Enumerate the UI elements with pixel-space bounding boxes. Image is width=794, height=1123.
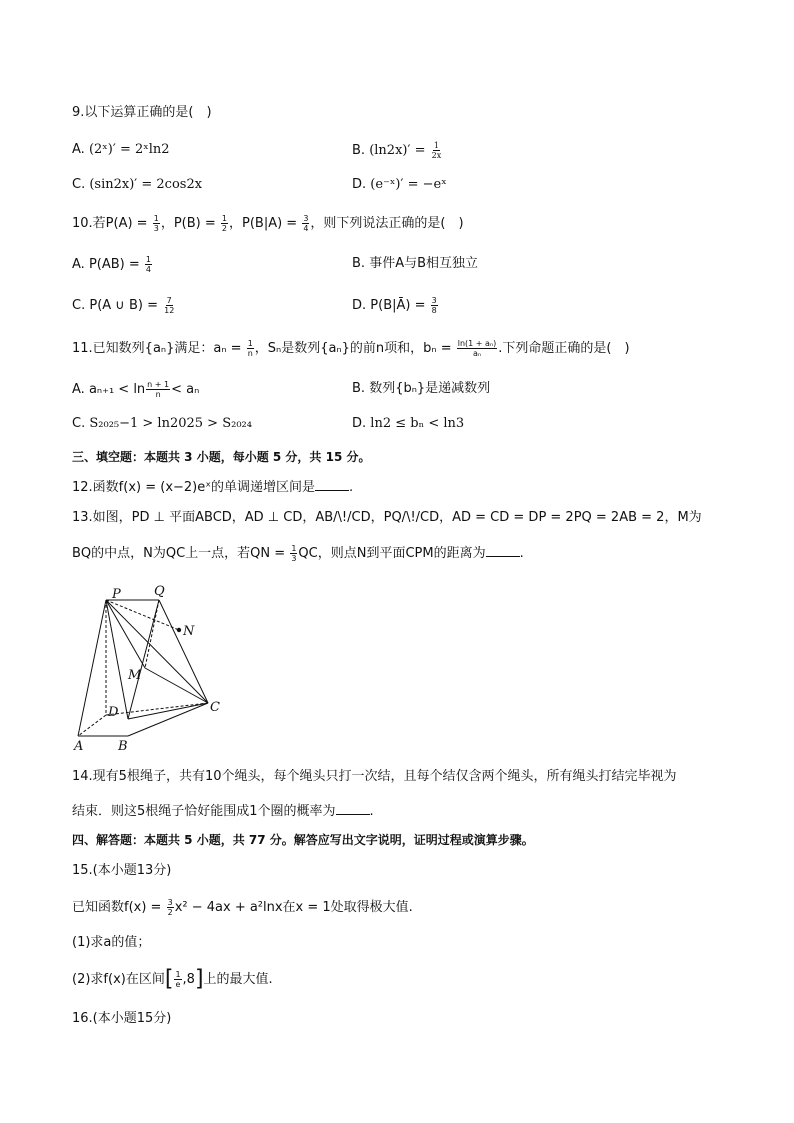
edge-QC xyxy=(159,600,208,703)
edge-MC2 xyxy=(145,668,208,703)
q11-option-b: B. 数列{bₙ}是递减数列 xyxy=(352,381,491,396)
edge-MC xyxy=(128,703,208,719)
q15-part-1: (1)求a的值； xyxy=(72,935,151,950)
edge-PC xyxy=(106,600,208,703)
q9-option-d: D. (e⁻ˣ)′ = −eˣ xyxy=(352,177,447,192)
edge-QB xyxy=(128,600,159,719)
q10-stem: 10.若P(A) = $\frac{1}{3}$ ，P(B) = $\frac{1}{2}$ ，P(B|A) = $\frac{3}{4}$ ，则下列说法正确的是( ) xyxy=(72,214,464,233)
q14-answer-blank[interactable] xyxy=(336,802,370,815)
q10-option-c: C. P(A ∪ B) = $\frac{7}{12}$ xyxy=(72,296,175,315)
geometry-figure xyxy=(70,582,230,757)
edge-PB xyxy=(106,600,128,719)
q10-option-d: D. P(B|Ā) = $\frac{3}{8}$ xyxy=(352,296,437,315)
q11-option-c: C. S₂₀₂₅−1 > ln2025 > S₂₀₂₄ xyxy=(72,416,252,431)
label-B: B xyxy=(118,739,128,754)
q16-title: 16.(本小题15分) xyxy=(72,1011,172,1026)
q13-answer-blank[interactable] xyxy=(486,544,520,557)
label-D: D xyxy=(108,705,119,720)
edge-PA xyxy=(78,600,106,736)
q10-option-b: B. 事件A与B相互独立 xyxy=(352,256,479,271)
q9-stem: 9.以下运算正确的是( ) xyxy=(72,105,212,120)
label-M: M xyxy=(128,668,142,683)
label-C: C xyxy=(210,700,220,715)
q9-option-b: B. (ln2x)′ = $\frac{1}{2x}$ xyxy=(352,141,442,160)
q15-stem: 已知函数f(x) = $\frac{3}{2}$ x² − 4ax + a²lnx在x = 1处取得极大值. xyxy=(72,898,413,917)
q15-part-2: (2)求f(x)在区间[ $\frac{1}{e}$ ,8]上的最大值. xyxy=(72,966,273,992)
q15-title: 15.(本小题13分) xyxy=(72,863,172,878)
label-N: N xyxy=(183,624,195,639)
label-A: A xyxy=(74,739,84,754)
q10-option-a: A. P(AB) = $\frac{1}{4}$ xyxy=(72,255,151,274)
q13-line-1: 13.如图，PD ⊥ 平面ABCD，AD ⊥ CD，AB/\!/CD，PQ/\!/CD，AD = CD = DP = 2PQ = 2AB = 2，M为 xyxy=(72,510,702,525)
q11-option-a: A. aₙ₊₁ < ln $\frac{n + 1}{n}$ < aₙ xyxy=(72,380,200,399)
q14-line-2: 结束．则这5根绳子恰好能围成1个圈的概率为 . xyxy=(72,804,374,819)
edge-PN-hidden xyxy=(106,600,179,630)
q13-line-2: BQ的中点，N为QC上一点，若QN = $\frac{1}{3}$ QC，则点N到平面CPM的距离为 . xyxy=(72,544,524,563)
q9-option-a: A. (2ˣ)′ = 2ˣln2 xyxy=(72,142,170,157)
q12-answer-blank[interactable] xyxy=(315,478,349,491)
edge-QM-hidden xyxy=(145,600,159,668)
section-3-heading: 三、填空题：本题共 3 小题，每小题 5 分，共 15 分。 xyxy=(72,450,371,464)
section-4-heading: 四、解答题：本题共 5 小题，共 77 分。解答应写出文字说明，证明过程或演算步骤。 xyxy=(72,833,534,847)
q11-stem: 11.已知数列{aₙ}满足：aₙ = $\frac{1}{n}$ ，Sₙ是数列{aₙ}的前n项和，bₙ = $\frac{\text{ln(1 + aₙ)}}{\text{aₙ}}$ .下列命题正确的是( ) xyxy=(72,339,630,358)
label-Q: Q xyxy=(154,584,165,599)
label-P: P xyxy=(112,587,121,602)
edge-DA-hidden xyxy=(78,715,106,736)
point-N-dot xyxy=(177,628,181,632)
q11-option-d: D. ln2 ≤ bₙ < ln3 xyxy=(352,416,465,431)
q12-stem: 12.函数f(x) = (x−2)eˣ的单调递增区间是 . xyxy=(72,480,354,495)
q14-line-1: 14.现有5根绳子，共有10个绳头，每个绳头只打一次结，且每个结仅含两个绳头，所有绳头打结完毕视为 xyxy=(72,769,677,784)
q9-option-c: C. (sin2x)′ = 2cos2x xyxy=(72,177,203,192)
